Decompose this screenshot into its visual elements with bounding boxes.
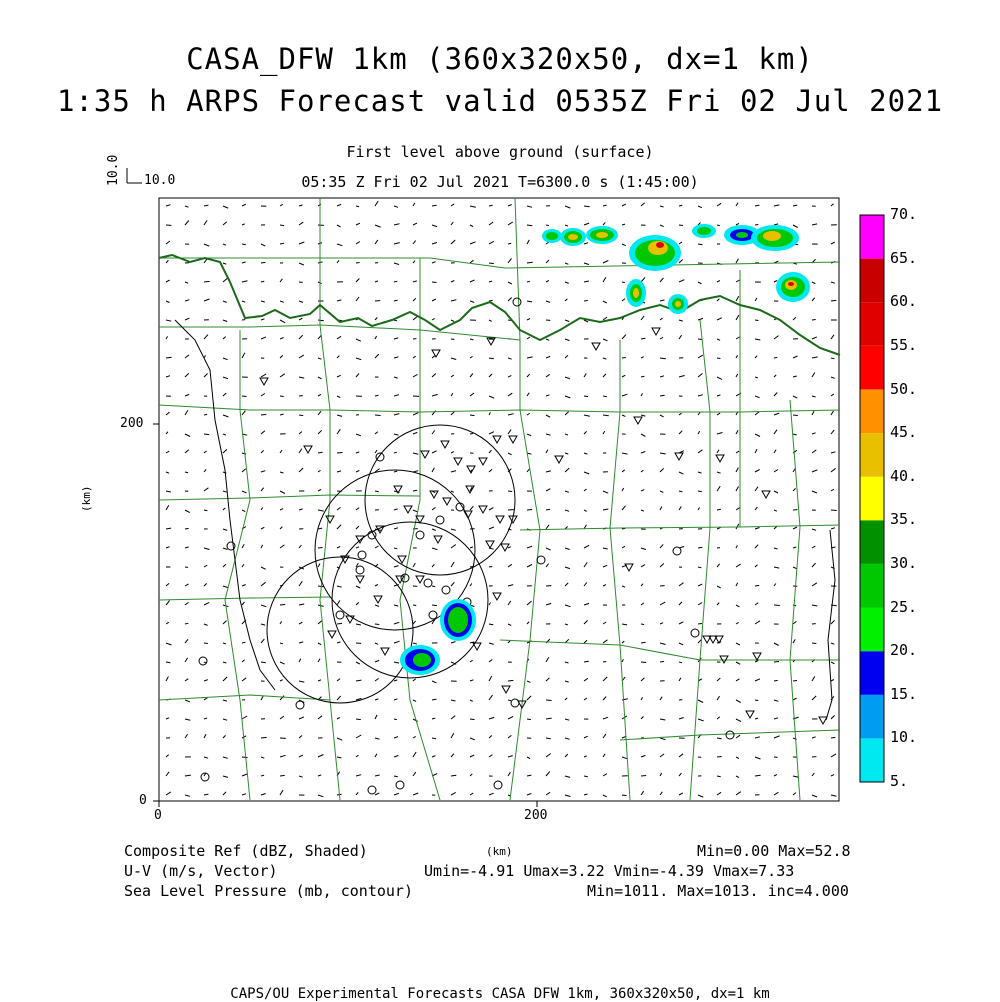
- colorbar-segment: [860, 651, 884, 695]
- title-line-2: 1:35 h ARPS Forecast valid 0535Z Fri 02 Jul 2021: [0, 84, 1000, 118]
- colorbar: [860, 215, 884, 782]
- colorbar-label: 5.: [890, 772, 908, 790]
- colorbar-segment: [860, 608, 884, 652]
- colorbar-label: 65.: [890, 249, 917, 267]
- colorbar-label: 15.: [890, 685, 917, 703]
- colorbar-segment: [860, 215, 884, 259]
- x-tick-0: 0: [154, 808, 162, 823]
- colorbar-segment: [860, 259, 884, 303]
- colorbar-label: 70.: [890, 205, 917, 223]
- y-tick-200: 200: [120, 416, 143, 431]
- colorbar-segment: [860, 564, 884, 608]
- colorbar-label: 45.: [890, 423, 917, 441]
- footer-field2-stats: Umin=-4.91 Umax=3.22 Vmin=-4.39 Vmax=7.33: [424, 862, 794, 880]
- footer-field1: Composite Ref (dBZ, Shaded): [124, 842, 368, 860]
- colorbar-label: 10.: [890, 728, 917, 746]
- colorbar-label: 55.: [890, 336, 917, 354]
- subtitle-level: First level above ground (surface): [0, 143, 1000, 161]
- vector-ref-vertical-label: 10.0: [106, 155, 121, 186]
- colorbar-segment: [860, 346, 884, 390]
- colorbar-label: 40.: [890, 467, 917, 485]
- colorbar-label: 35.: [890, 510, 917, 528]
- colorbar-label: 50.: [890, 380, 917, 398]
- colorbar-segment: [860, 695, 884, 739]
- credit-line: CAPS/OU Experimental Forecasts CASA DFW 1km, 360x320x50, dx=1 km: [0, 986, 1000, 1002]
- colorbar-segment: [860, 302, 884, 346]
- colorbar-label: 60.: [890, 292, 917, 310]
- plot-frame: [159, 198, 839, 801]
- colorbar-segment: [860, 433, 884, 477]
- colorbar-label: 30.: [890, 554, 917, 572]
- footer-field3: Sea Level Pressure (mb, contour): [124, 882, 413, 900]
- colorbar-segment: [860, 738, 884, 782]
- colorbar-segment: [860, 520, 884, 564]
- y-tick-0: 0: [139, 793, 147, 808]
- vector-ref-horizontal-label: 10.0: [144, 173, 175, 188]
- colorbar-segment: [860, 477, 884, 521]
- y-axis-unit: (km): [80, 486, 93, 513]
- colorbar-label: 20.: [890, 641, 917, 659]
- colorbar-label: 25.: [890, 598, 917, 616]
- subtitle-time: 05:35 Z Fri 02 Jul 2021 T=6300.0 s (1:45:00): [0, 173, 1000, 191]
- footer-field1-stats: Min=0.00 Max=52.8: [697, 842, 851, 860]
- footer-field3-stats: Min=1011. Max=1013. inc=4.000: [587, 882, 849, 900]
- title-line-1: CASA_DFW 1km (360x320x50, dx=1 km): [0, 42, 1000, 76]
- footer-field2: U-V (m/s, Vector): [124, 862, 278, 880]
- x-tick-200: 200: [524, 808, 547, 823]
- colorbar-segment: [860, 390, 884, 434]
- x-axis-unit: (km): [486, 845, 513, 858]
